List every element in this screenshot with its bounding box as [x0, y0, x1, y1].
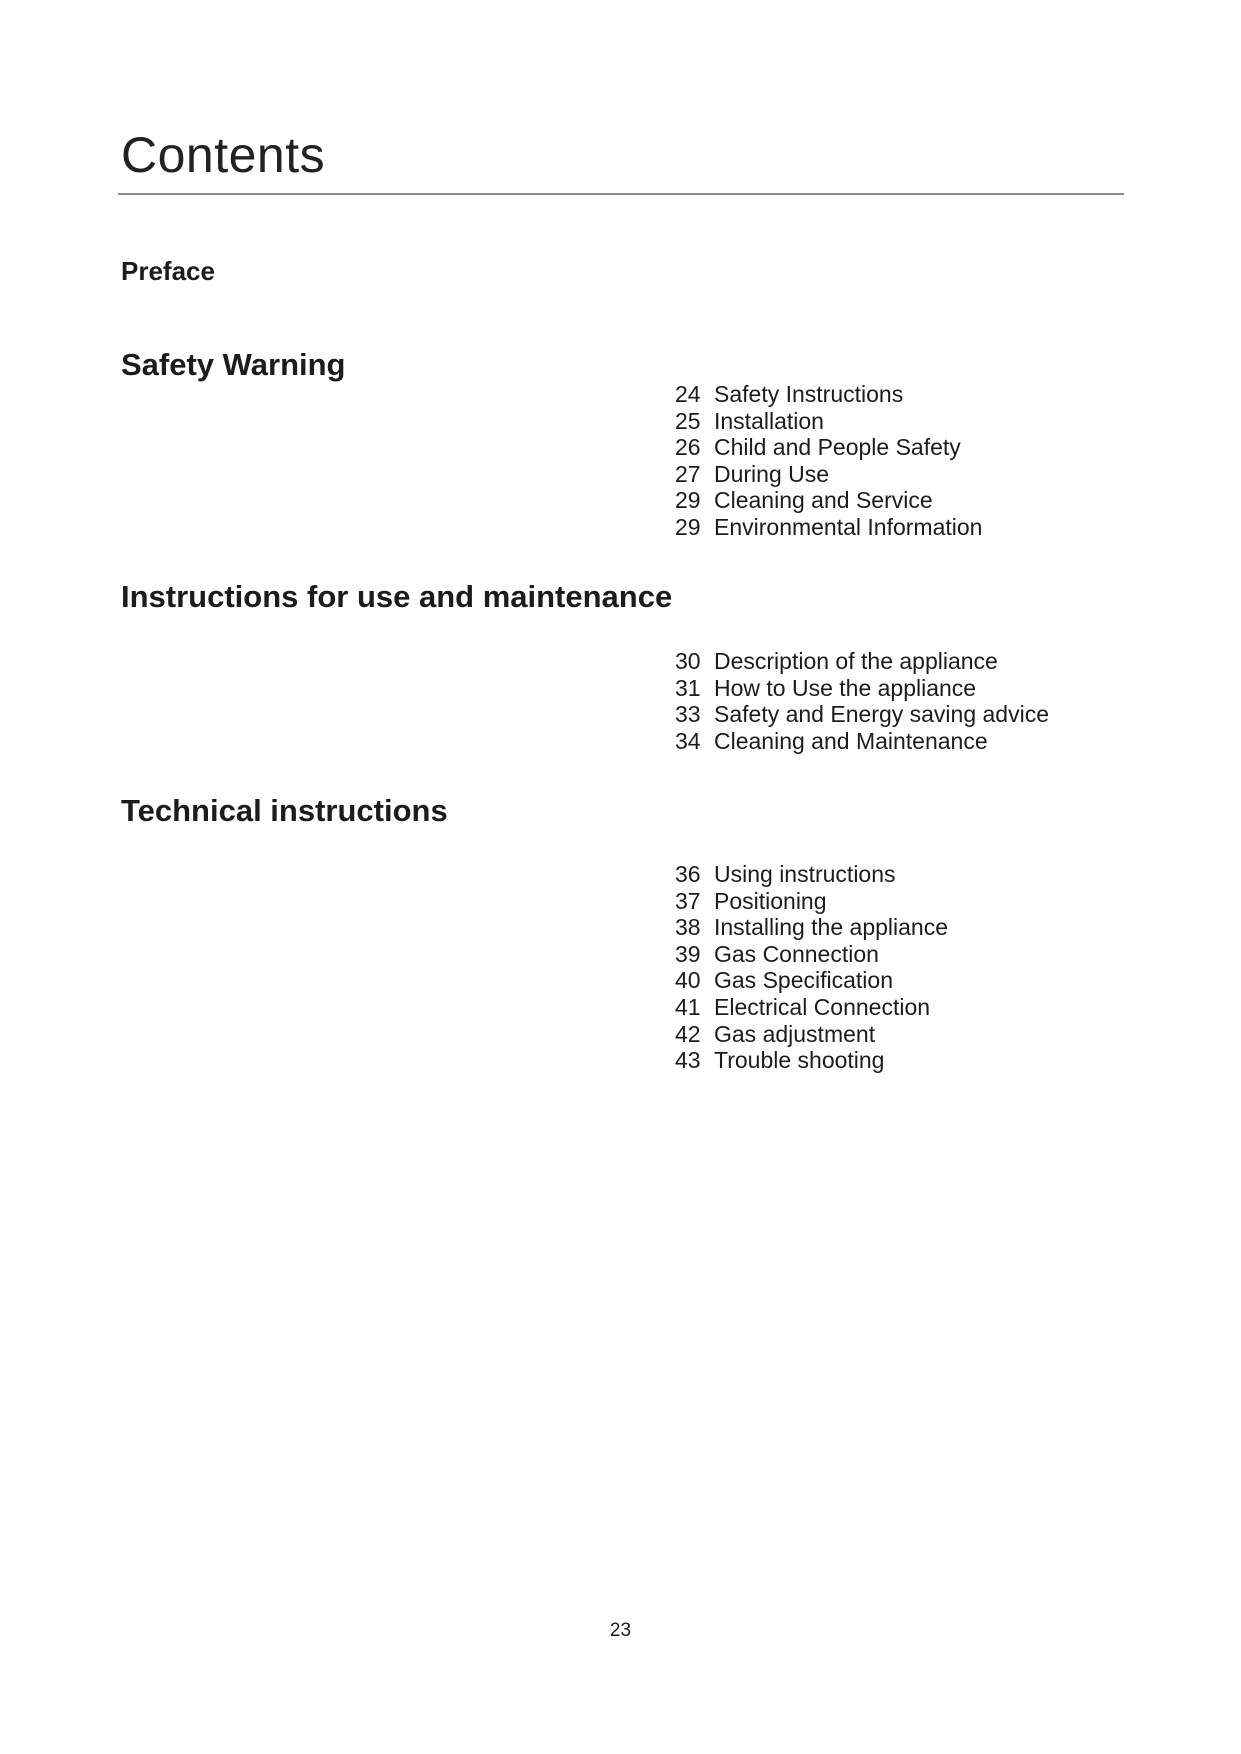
toc-page-number: 37 — [675, 887, 701, 914]
toc-page-number: 29 — [675, 513, 701, 540]
toc-entry[interactable] — [675, 888, 948, 915]
title-divider — [118, 193, 1124, 195]
page-number: 23 — [609, 1620, 632, 1641]
section-heading-safety-warning: Safety Warning — [121, 347, 346, 382]
toc-entry-label: Gas adjustment — [714, 1020, 876, 1047]
toc-page-number: 40 — [675, 967, 701, 994]
toc-entry-label: Cleaning and Maintenance — [714, 727, 988, 754]
toc-page-number: 43 — [675, 1047, 701, 1074]
toc-page-number: 26 — [675, 434, 701, 461]
toc-entry-label: How to Use the appliance — [714, 674, 977, 701]
toc-page-number: 39 — [675, 940, 701, 967]
toc-entry-label: Gas Connection — [714, 940, 879, 967]
toc-page-number: 29 — [675, 487, 701, 514]
toc-entry-label: Description of the appliance — [714, 648, 998, 674]
toc-page-number: 27 — [675, 460, 701, 487]
toc-entry[interactable] — [675, 994, 948, 1021]
toc-list-safety-warning — [675, 381, 982, 541]
toc-entry-label: Using instructions — [714, 861, 896, 887]
toc-entry[interactable] — [675, 408, 982, 435]
toc-page-number: 33 — [675, 701, 701, 728]
toc-entry[interactable] — [675, 675, 1049, 702]
section-heading-technical: Technical instructions — [121, 793, 448, 828]
toc-page-number: 38 — [675, 914, 701, 941]
toc-entry[interactable] — [675, 434, 982, 461]
toc-entry-label: Environmental Information — [714, 513, 983, 540]
toc-entry[interactable] — [675, 1047, 948, 1074]
toc-page-number: 34 — [675, 727, 701, 754]
section-heading-preface: Preface — [121, 256, 215, 286]
section-heading-instructions: Instructions for use and maintenance — [121, 579, 673, 614]
toc-entry[interactable] — [675, 461, 982, 488]
toc-entry-label: Installing the appliance — [714, 914, 948, 941]
toc-entry-label: Safety Instructions — [714, 381, 904, 407]
toc-entry-label: Gas Specification — [714, 967, 893, 994]
toc-page-number: 42 — [675, 1020, 701, 1047]
toc-entry-label: Installation — [714, 407, 824, 434]
toc-entry[interactable] — [675, 914, 948, 941]
toc-page-number: 31 — [675, 674, 701, 701]
toc-page-number: 24 — [675, 381, 701, 407]
toc-list-instructions — [675, 648, 1049, 754]
toc-entry-label: Safety and Energy saving advice — [714, 701, 1049, 728]
toc-entry[interactable] — [675, 1021, 948, 1048]
toc-entry-label: Trouble shooting — [714, 1047, 885, 1074]
toc-list-technical — [675, 861, 948, 1074]
toc-entry-label: During Use — [714, 460, 830, 487]
toc-page-number: 36 — [675, 861, 701, 887]
toc-entry[interactable] — [675, 487, 982, 514]
toc-page-number: 41 — [675, 993, 701, 1020]
toc-entry[interactable] — [675, 967, 948, 994]
toc-entry[interactable] — [675, 861, 948, 888]
toc-entry[interactable] — [675, 381, 982, 408]
page-title: Contents — [121, 127, 326, 183]
toc-page-number: 25 — [675, 407, 701, 434]
toc-entry[interactable] — [675, 941, 948, 968]
toc-entry[interactable] — [675, 728, 1049, 755]
toc-entry-label: Positioning — [714, 887, 827, 914]
toc-entry[interactable] — [675, 701, 1049, 728]
toc-entry-label: Electrical Connection — [714, 993, 931, 1020]
toc-entry-label: Cleaning and Service — [714, 487, 933, 514]
toc-entry[interactable] — [675, 648, 1049, 675]
toc-page-number: 30 — [675, 648, 701, 674]
toc-entry[interactable] — [675, 514, 982, 541]
toc-entry-label: Child and People Safety — [714, 434, 961, 461]
